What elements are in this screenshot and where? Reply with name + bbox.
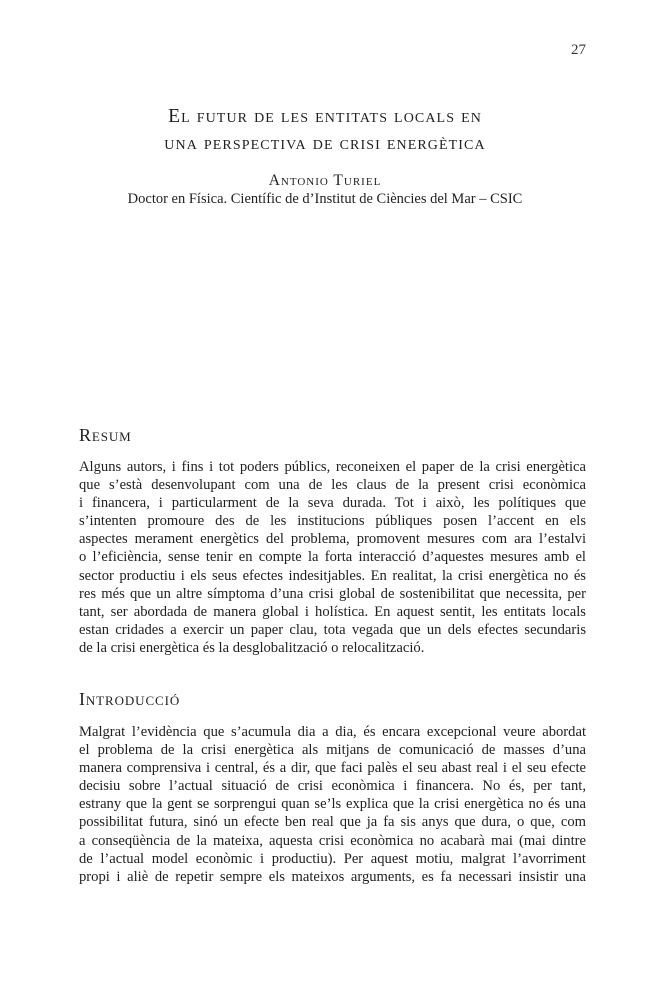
resum-line: Alguns autors, i fins i tot poders públics, reconeixen el paper de la crisi energètica [79,459,586,475]
resum-line: s’intenten promoure des de les institucions públiques posen l’accent en els [79,513,586,530]
resum-line: estan cridades a exercir un paper clau, tota vegada que un dels efectes secundaris [79,621,586,638]
introduccio-line: Malgrat l’evidència que s’acumula dia a dia, és encara excepcional veure abordat [79,724,586,740]
introduccio-line: possibilitat futura, sinó un efecte ben real que ja fa sis anys que dura, o que, com [79,814,586,831]
introduccio-paragraph [79,723,586,886]
introduccio-line: manera comprensiva i central, és a dir, que faci palès el seu abast real i el seu efecte [79,760,586,777]
introduccio-line: a conseqüència de la mateixa, aquesta crisi econòmica no acabarà mai (mai dintre [79,832,586,849]
resum-line: tant, ser abordada de manera global i holística. En aquest sentit, les entitats locals [79,603,586,620]
resum-line: de la crisi energètica és la desglobalització o relocalització. [79,639,425,656]
introduccio-line: decisiu sobre l’actual situació de crisi econòmica i financera. No és, per tant, [79,778,586,795]
introduccio-line: propi i aliè de repetir sempre els mateixos arguments, es fa necessari insistir una [79,868,586,885]
author-affiliation: Doctor en Física. Científic de d’Institut de Ciències del Mar – CSIC [127,191,523,207]
resum-line: i financera, i particularment de la seva durada. Tot i això, les polítiques que [79,495,586,512]
introduccio-line: de l’actual model econòmic i productiu). Per aquest motiu, malgrat l’avorriment [79,850,586,867]
introduccio-line: estrany que la gent se sorprengui quan se’ls explica que la crisi energètica no és una [79,796,586,813]
introduccio-heading: Introducció [79,689,181,709]
resum-paragraph [79,458,586,657]
resum-line: sector productiu i els seus efectes indesitjables. En realitat, la crisi energètica no és [79,567,586,584]
chapter-title-line-1: El futur de les entitats locals en [168,106,482,127]
resum-heading: Resum [79,425,132,445]
resum-line: o l’eficiència, sense tenir en compte la forta interacció d’aquestes mesures amb el [79,549,586,566]
resum-line: aspectes merament energètics del problema, promovent mesures com ara l’estalvi [79,531,586,548]
chapter-title-line-2: una perspectiva de crisi energètica [164,133,486,154]
resum-line: que s’està desenvolupant com una de les claus de la present crisi econòmica [79,477,586,494]
chapter-title [0,103,650,157]
page-number: 27 [571,42,586,58]
author-name: Antonio Turiel [268,172,382,189]
resum-line: res més que un altre símptoma d’una crisi global de sostenibilitat que necessita, per [79,585,586,602]
introduccio-line: el problema de la crisi energètica als mitjans de comunicació de masses d’una [79,742,586,759]
